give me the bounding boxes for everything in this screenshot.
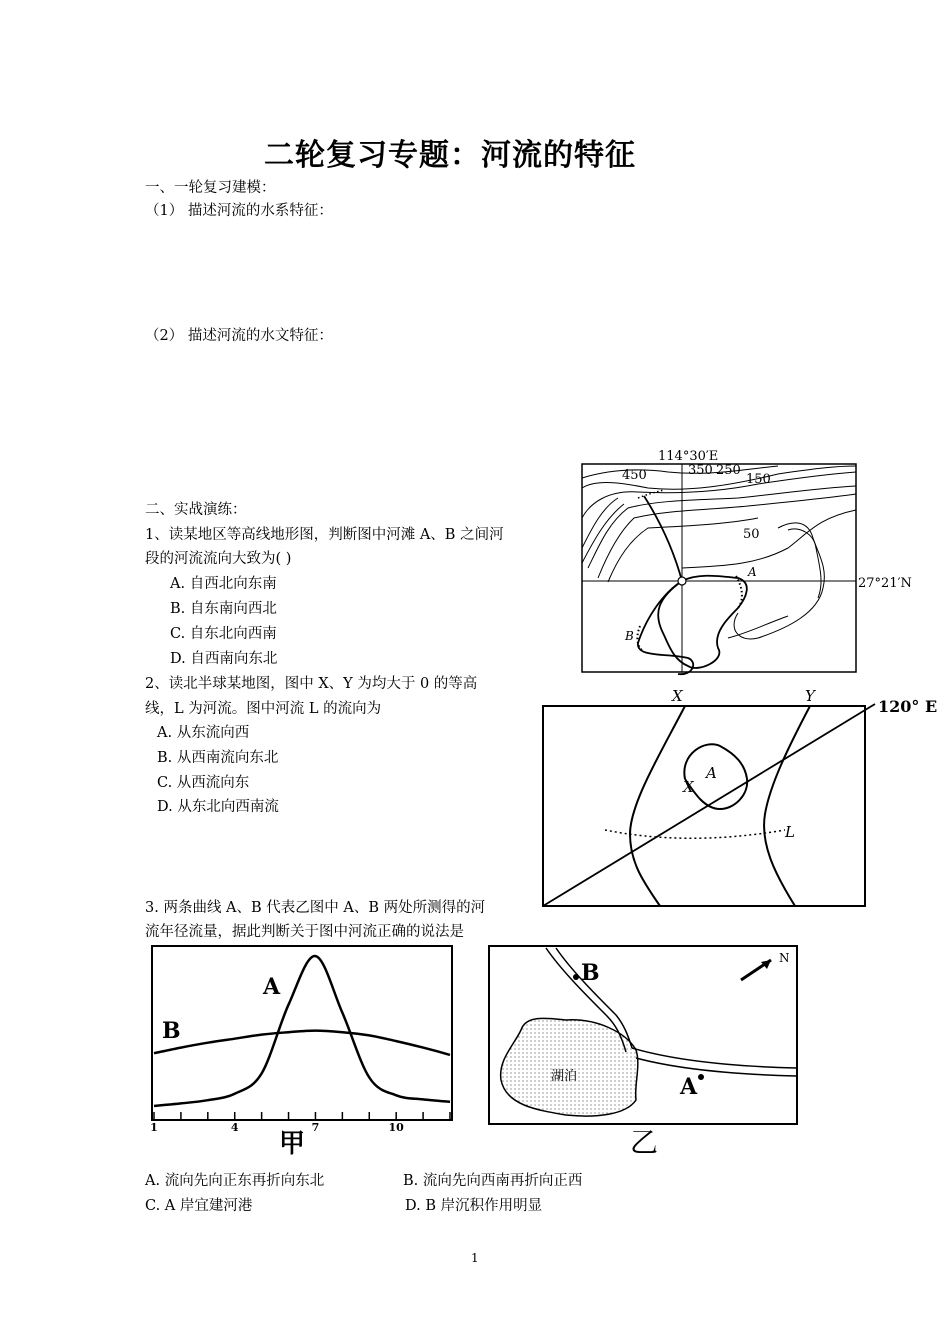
section1-item1: （1） 描述河流的水系特征： — [145, 203, 333, 219]
contour-label-350: 350 — [688, 463, 713, 478]
contour-label-50: 50 — [743, 527, 760, 542]
q3-option-c: C. A 岸宜建河港 — [145, 1198, 253, 1214]
q2-option-b: B. 从西南流向东北 — [157, 750, 279, 766]
contour-label-450: 450 — [622, 468, 647, 483]
map2-label-x-inner: X — [683, 778, 694, 796]
q3-option-a: A. 流向先向正东再折向东北 — [145, 1173, 325, 1189]
map-caption-yi: 乙 — [629, 1126, 659, 1159]
map1-point-b: B — [625, 629, 634, 643]
q1-option-d: D. 自西南向东北 — [170, 651, 278, 667]
q1-option-b: B. 自东南向西北 — [170, 601, 277, 617]
lake — [501, 1018, 638, 1116]
q3-option-d: D. B 岸沉积作用明显 — [405, 1198, 543, 1214]
map2-label-y-top: Y — [805, 687, 815, 705]
q3-line2: 流年径流量，据此判断关于图中河流正确的说法是 — [145, 924, 464, 940]
lake-map — [486, 940, 806, 1160]
point-b-marker — [573, 974, 579, 980]
x-tick-label-7: 7 — [311, 1121, 320, 1134]
q1-line2: 段的河流流向大致为( ) — [145, 551, 292, 567]
q1-option-c: C. 自东北向西南 — [170, 626, 277, 642]
series-b-line — [154, 1031, 450, 1055]
x-tick-label-10: 10 — [388, 1121, 404, 1134]
curve-a-label: A — [263, 974, 281, 1000]
contour-y — [764, 706, 810, 906]
map1-longitude: 114°30′E — [658, 449, 719, 464]
q1-line1: 1、读某地区等高线地形图，判断图中河滩 A、B 之间河 — [145, 527, 504, 543]
q2-option-d: D. 从东北向西南流 — [157, 799, 279, 815]
q2-line2: 线，L 为河流。图中河流 L 的流向为 — [145, 701, 382, 717]
page-title: 二轮复习专题：河流的特征 — [264, 138, 636, 173]
q2-option-c: C. 从西流向东 — [157, 775, 250, 791]
river-l — [605, 830, 785, 838]
contour-x — [630, 706, 685, 906]
outlet-bank-north — [632, 1048, 796, 1068]
x-tick-label-1: 1 — [150, 1121, 158, 1134]
q2-option-a: A. 从东流向西 — [157, 725, 250, 741]
q1-option-a: A. 自西北向东南 — [170, 576, 277, 592]
map-yi-point-a: A — [680, 1074, 698, 1100]
q3-option-b: B. 流向先向西南再折向正西 — [403, 1173, 583, 1189]
page-number: 1 — [471, 1251, 479, 1265]
river-map-2 — [535, 684, 950, 914]
section1-heading: 一、一轮复习建模： — [145, 180, 276, 196]
section2-heading: 二、实战演练： — [145, 502, 247, 518]
north-label: N — [779, 951, 790, 965]
q3-line1: 3. 两条曲线 A、B 代表乙图中 A、B 两处所测得的河 — [145, 900, 486, 916]
q2-line1: 2、读北半球某地图，图中 X、Y 为均大于 0 的等高 — [145, 676, 478, 692]
map1-point-a: A — [748, 565, 757, 579]
map2-label-a: A — [706, 764, 717, 782]
runoff-chart — [140, 940, 470, 1160]
section1-item2: （2） 描述河流的水文特征： — [145, 328, 333, 344]
map1-latitude: 27°21′N — [858, 576, 912, 591]
map-yi-point-b: B — [581, 960, 600, 986]
map2-label-x-top: X — [672, 687, 683, 705]
point-a-marker — [698, 1074, 704, 1080]
curve-b-label: B — [162, 1018, 181, 1044]
contour-label-150: 150 — [746, 472, 771, 487]
contour-map — [578, 448, 918, 676]
contour-label-250: 250 — [716, 463, 741, 478]
chart-caption-jia: 甲 — [278, 1129, 306, 1159]
x-tick-label-4: 4 — [230, 1121, 239, 1134]
map2-meridian: 120° E — [878, 697, 938, 716]
lake-label: 湖泊 — [551, 1069, 578, 1084]
map2-label-l: L — [785, 823, 795, 841]
